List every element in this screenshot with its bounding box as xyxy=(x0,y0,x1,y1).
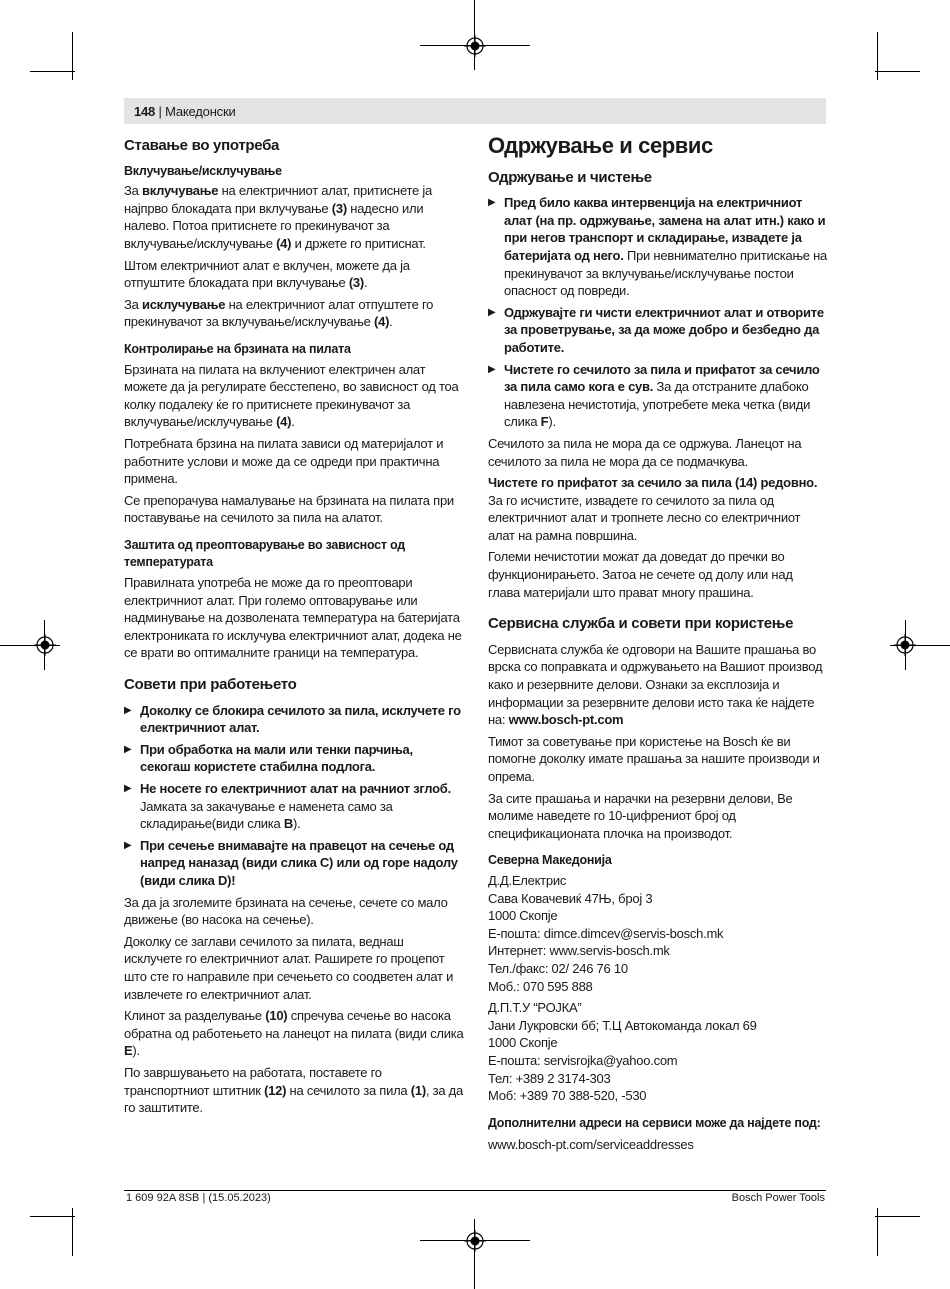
address-line: Моб: +389 70 388-520, -530 xyxy=(488,1088,647,1104)
address-line: Јани Лукровски бб; Т.Ц Автокоманда локал 69 xyxy=(488,1017,757,1033)
paragraph: Потребната брзина на пилата зависи од материјалот и работните услови и може да се одреди при практична примена. xyxy=(124,435,444,487)
address-line: Тел./факс: 02/ 246 76 10 xyxy=(488,960,628,976)
bullet-item: ▶ При сечење внимавајте на правецот на сечење од напред наназад (види слика C) или од горе надолу (види слика D)! xyxy=(124,837,458,888)
address-line: 1000 Скопје xyxy=(488,1035,558,1051)
arrow-bullet-icon: ▶ xyxy=(488,197,496,209)
address-line: Д.Д.Електрис xyxy=(488,872,567,888)
paragraph: Брзината на пилата на вклучениот електричен алат можете да ја регулирате бесстепено, во зависност од тоа колку подалеку ќе го притиснете прекинувачот за вклучување/исклучување (4). xyxy=(124,361,459,430)
section-title: Сервисна служба и совети при користење xyxy=(488,615,794,633)
bullet-item: ▶ Доколку се блокира сечилото за пила, исклучете го електричниот алат. xyxy=(124,702,461,736)
country-heading: Северна Македонија xyxy=(488,853,612,868)
paragraph: За сите прашања и нарачки на резервни делови, Ве молиме наведете го 10-цифрениот број од спецификационата плочка на производот. xyxy=(488,790,793,841)
address-line: Д.П.Т.У “РОЈКА” xyxy=(488,1000,582,1016)
address-block xyxy=(488,872,828,995)
arrow-bullet-icon: ▶ xyxy=(124,704,132,716)
crop-mark xyxy=(30,71,75,72)
address-line: Е-пошта: dimce.dimcev@servis-bosch.mk xyxy=(488,925,724,941)
section-title: Совети при работењето xyxy=(124,676,297,694)
address-line: Интернет: www.servis-bosch.mk xyxy=(488,943,670,959)
right-column xyxy=(488,133,828,1158)
arrow-bullet-icon: ▶ xyxy=(124,839,132,851)
address-line: 1000 Скопје xyxy=(488,908,558,924)
bullet-item: ▶ Пред било каква интервенција на електричниот алат (на пр. одржување, замена на алат итн.) како и при негов транспорт и складирање, извадете ја батеријата од него. При невнимателно притискање на прекинувачот за вклучување/исклучување постои опасност од повреди. xyxy=(488,195,828,299)
language-label: Македонски xyxy=(165,104,236,119)
paragraph: Доколку се заглави сечилото за пилата, веднаш исклучете го електричниот алат. Раширете го процепот што сте го направиле при сечењето со соодветен алат и извлечете го електричниот алат. xyxy=(124,933,454,1002)
left-column xyxy=(124,137,464,1121)
service-addresses-link[interactable]: www.bosch-pt.com/serviceaddresses xyxy=(488,1137,694,1153)
registration-mark-icon xyxy=(894,634,916,656)
bosch-link[interactable]: www.bosch-pt.com xyxy=(508,712,624,728)
subsection-heading: Контролирање на брзината на пилата xyxy=(124,341,351,356)
arrow-bullet-icon: ▶ xyxy=(124,743,132,755)
paragraph: Штом електричниот алат е вклучен, можете да ја отпуштите блокадата при вклучување (3). xyxy=(124,257,410,291)
footer-doc-code: 1 609 92A 8SB | (15.05.2023) xyxy=(126,1192,271,1204)
crop-mark xyxy=(72,32,73,80)
footer-brand: Bosch Power Tools xyxy=(731,1192,825,1204)
paragraph: По завршувањето на работата, поставете го транспортниот штитник (12) на сечилото за пила (1), за да го заштитите. xyxy=(124,1064,463,1116)
address-line: Е-пошта: servisrojka@yahoo.com xyxy=(488,1052,678,1068)
registration-mark-icon xyxy=(464,1230,486,1252)
subsection-heading: Дополнителни адреси на сервиси може да најдете под: xyxy=(488,1115,821,1130)
paragraph: Големи нечистотии можат да доведат до пречки во функционирањето. Затоа не сечете од долу или над глава материјали што прават многу прашина. xyxy=(488,549,793,600)
address-line: Тел: +389 2 3174-303 xyxy=(488,1070,611,1086)
crop-mark xyxy=(875,71,920,72)
paragraph: Правилната употреба не може да го преоптовари електричниот алат. При големо оптоварување или надминување на дозволената температура на батеријата електрониката го исклучува електричниот алат, додека не се врати во оптималните граници на температура. xyxy=(124,575,462,661)
paragraph: Се препорачува намалување на брзината на пилата при поставување на сечилото за пила на алатот. xyxy=(124,492,454,526)
paragraph: За вклучување на електричниот алат, притиснете ја најпрво блокадата при вклучување (3) надесно или налево. Потоа притиснете го прекинувачот за вклучување/исклучување (4) и држете го притиснат. xyxy=(124,183,433,251)
chapter-title: Одржување и сервис xyxy=(488,133,713,158)
paragraph: За да ја зголемите брзината на сечење, сечете со мало движење (во насока на сечење). xyxy=(124,894,448,928)
crop-mark xyxy=(877,32,878,80)
crop-mark xyxy=(875,1216,920,1217)
paragraph: Сечилото за пила не мора да се одржува. Ланецот на сечилото за пила не мора да се подмачкува. xyxy=(488,435,802,469)
bullet-item: ▶ При обработка на мали или тенки парчиња, секогаш користете стабилна подлога. xyxy=(124,741,413,775)
paragraph: Чистете го прифатот за сечило за пила (14) редовно. За го исчистите, извадете го сечилото за пила од електричниот алат и тропнете лесно со електричниот алат на рамна површина. xyxy=(488,475,818,543)
page-number: 148 xyxy=(134,104,156,119)
paragraph: Сервисната служба ќе одговори на Вашите прашања во врска со поправката и одржувањето на Вашиот производ како и резервните делови. Ознаки за експлозија и информации за резервните делови исто така ќе најдете на: www.bosch-pt.com xyxy=(488,641,823,728)
section-title: Одржување и чистење xyxy=(488,168,652,186)
arrow-bullet-icon: ▶ xyxy=(488,306,496,318)
paragraph: За исклучување на електричниот алат отпуштете го прекинувачот за вклучување/исклучување (4). xyxy=(124,296,434,330)
crop-mark xyxy=(30,1216,75,1217)
arrow-bullet-icon: ▶ xyxy=(488,363,496,375)
subsection-heading: Заштита од преоптоварување во зависност од температурата xyxy=(124,537,405,570)
paragraph: Клинот за разделување (10) спречува сечење во насока обратна од работењето на ланецот на пилата (види слика E). xyxy=(124,1008,464,1059)
arrow-bullet-icon: ▶ xyxy=(124,783,132,794)
bullet-item: ▶ Одржувајте ги чисти електричниот алат и отворите за проветрување, за да може добро и безбедно да работите. xyxy=(488,304,824,355)
page-header: 148 | Македонски xyxy=(134,104,236,119)
section-title: Ставање во употреба xyxy=(124,137,280,154)
address-line: Сава Ковачевиќ 47Њ, број 3 xyxy=(488,890,653,906)
subsection-heading: Вклучување/исклучување xyxy=(124,163,282,178)
address-line: Моб.: 070 595 888 xyxy=(488,978,593,994)
bullet-item: ▶ Не носете го електричниот алат на рачниот зглоб. Јамката за закачување е наменета само за складирање(види слика B). xyxy=(124,781,451,832)
bullet-item: ▶ Чистете го сечилото за пила и прифатот за сечило за пила само кога е сув. За да отстраните длабоко навлезена нечистотија, употребете мека четка (види слика F). xyxy=(488,361,820,430)
registration-mark-icon xyxy=(464,35,486,57)
footer-rule xyxy=(124,1190,826,1191)
paragraph: Тимот за советување при користење на Bosch ќе ви помогне доколку имате прашања за нашите производи и опрема. xyxy=(488,733,820,784)
registration-mark-icon xyxy=(34,634,56,656)
address-block xyxy=(488,999,828,1105)
